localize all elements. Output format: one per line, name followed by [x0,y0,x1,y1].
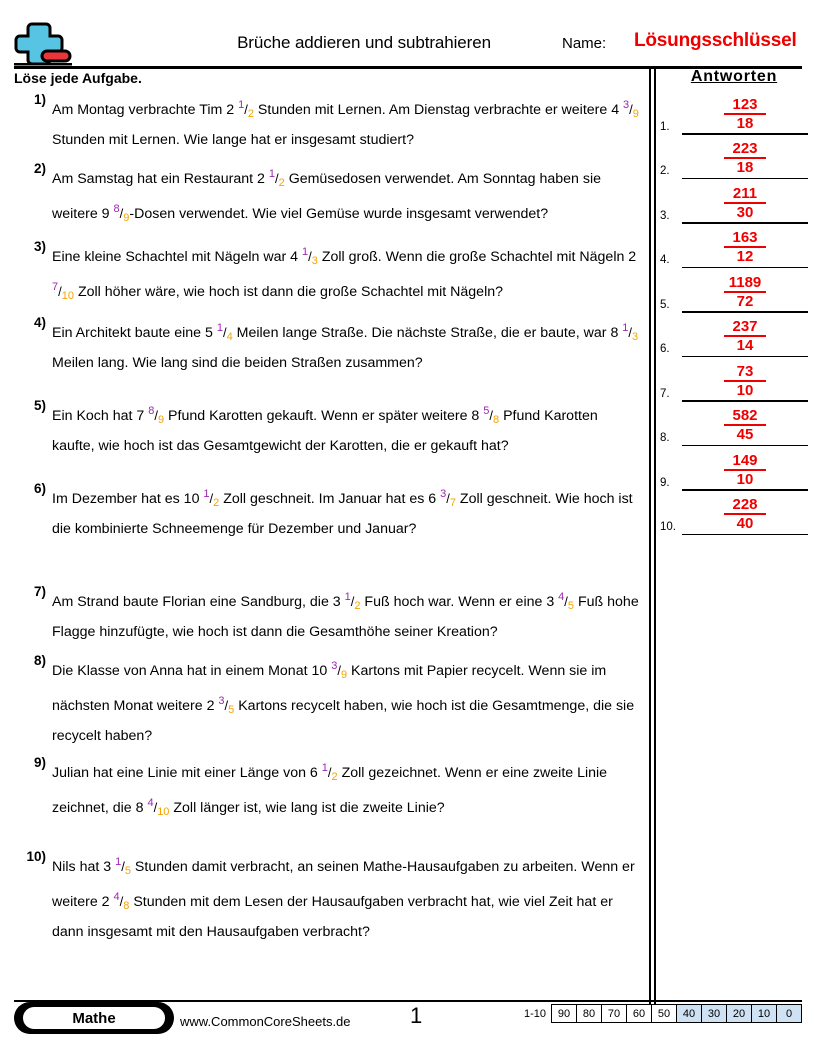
problem-number: 5) [33,398,46,413]
answer-index: 3. [660,209,670,222]
answer-value [682,229,808,265]
answer-index: 5. [660,298,670,311]
mixed-fraction [238,99,254,120]
fraction-denominator: 4 [226,331,233,343]
mixed-fraction [440,488,456,509]
fraction-denominator: 5 [228,704,235,716]
mixed-fraction [216,322,233,343]
fraction-slash: / [244,102,248,117]
fraction-slash: / [275,171,279,186]
problem-number: 1) [33,92,46,107]
answer-denominator: 10 [736,470,754,488]
problem-number: 10) [26,849,46,864]
answer-key-badge: Lösungsschlüssel [634,30,797,51]
answer-denominator: 72 [736,292,754,310]
answer-index: 10. [660,521,676,533]
mixed-fraction [148,405,165,426]
fraction-numerator: 1 [344,591,351,603]
problem-item [14,481,644,542]
mixed-fraction [147,797,170,818]
fraction-numerator: 4 [558,591,565,603]
scale-cell: 30 [702,1005,727,1022]
problem-number: 6) [33,481,46,496]
fraction-slash: / [224,698,229,713]
fraction-numerator: 1 [238,99,245,111]
plus-minus-icon [14,22,72,66]
problem-item [14,584,644,645]
fraction-denominator: 2 [213,497,220,509]
answer-row [660,268,808,313]
fraction-slash: / [121,859,125,874]
answer-numerator: 582 [724,407,766,426]
problem-text: Ein Architekt baute eine 5 $^1/_4$ Meilen lange Straße. Die nächste Straße, die er baute, war 8 $^1/_3$ Meilen lang. Wie lang sind die beiden Straßen zusammen? [52,322,639,371]
answer-denominator: 10 [736,381,754,399]
scale-cell: 20 [727,1005,752,1022]
fraction-slash: / [628,325,633,340]
problem-number: 4) [33,315,46,330]
subject-badge [14,1002,174,1034]
problem-text: Am Samstag hat ein Restaurant 2 $^1/_2$ Gemüsedosen verwendet. Am Sonntag haben sie weitere 9 $^8/_9$-Dosen verwendet. Wie viel Gemüse wurde insgesamt verwendet? [52,168,602,224]
answer-column [660,68,808,535]
problem-item [14,315,644,376]
answer-value [682,140,808,176]
fraction-slash: / [154,408,158,423]
fraction-numerator: 1 [302,246,309,258]
fraction-slash: / [222,325,227,340]
answer-row [660,224,808,269]
answer-index: 7. [660,387,670,400]
answer-value [682,274,808,310]
fraction-denominator: 9 [632,108,639,120]
fraction-slash: / [119,206,124,221]
instruction-text: Löse jede Aufgabe. [14,70,142,86]
problem-text: Die Klasse von Anna hat in einem Monat 10 $^3/_9$ Kartons mit Papier recycelt. Wenn sie im nächsten Monat weitere 2 $^3/_5$ Kartons recycelt haben, wie hoch ist die Gesamtmenge, die sie recycelt haben? [52,660,635,744]
problem-item [14,92,644,153]
answer-index: 1. [660,120,670,133]
problem-number: 7) [33,584,46,599]
answer-numerator: 228 [724,496,766,515]
problem-list [14,92,644,945]
answer-row [660,179,808,224]
answer-row [660,491,808,536]
answer-value [682,96,808,132]
mixed-fraction [558,591,575,612]
scale-range-label: 1-10 [523,1007,546,1020]
answer-denominator: 45 [736,426,754,443]
problem-item [14,161,644,231]
problem-item [14,653,644,749]
answer-row [660,446,808,491]
column-divider [649,66,656,1004]
fraction-denominator: 10 [61,290,74,302]
fraction-slash: / [209,491,214,506]
problem-number: 9) [33,755,46,770]
fraction-denominator: 5 [124,865,131,877]
answer-numerator: 149 [724,452,766,471]
problem-text: Eine kleine Schachtel mit Nägeln war 4 $^1/_3$ Zoll groß. Wenn die große Schachtel mit Nägeln 2 $^7/_{10}$ Zoll höher wäre, wie hoch ist dann die große Schachtel mit Nägeln? [52,246,637,302]
fraction-denominator: 9 [340,669,348,681]
fraction-numerator: 4 [113,891,120,903]
scale-cell: 80 [577,1005,602,1022]
problem-text: Am Strand baute Florian eine Sandburg, die 3 $^1/_2$ Fuß hoch war. Wenn er eine 3 $^4/_5$ Fuß hohe Flagge hinzufügte, wie hoch ist dann die Gesamthöhe seiner Kreation? [52,591,639,640]
mixed-fraction [113,891,130,912]
mixed-fraction [115,856,131,877]
fraction-denominator: 7 [449,497,456,509]
fraction-numerator: 7 [52,281,59,293]
answer-numerator: 73 [724,363,766,382]
mixed-fraction [302,246,318,267]
fraction-numerator: 1 [115,856,122,868]
fraction-slash: / [489,408,494,423]
answer-row [660,402,808,447]
subject-label: Mathe [23,1007,165,1029]
answer-index: 6. [660,343,670,355]
problem-item [14,398,644,459]
mixed-fraction [113,203,130,224]
fraction-numerator: 4 [147,797,154,809]
mixed-fraction [483,405,500,426]
fraction-slash: / [119,894,124,909]
fraction-numerator: 1 [622,322,629,334]
scale-cell: 10 [752,1005,777,1022]
fraction-denominator: 2 [354,600,361,612]
problem-number: 2) [33,161,46,176]
answer-denominator: 14 [736,337,754,354]
mixed-fraction [268,168,285,189]
fraction-numerator: 3 [623,99,630,111]
answer-index: 2. [660,165,670,177]
scale-cell-group [551,1004,802,1023]
answer-numerator: 163 [724,229,766,248]
answer-denominator: 18 [736,114,754,132]
fraction-slash: / [58,284,62,299]
page-title: Brüche addieren und subtrahieren [237,33,491,52]
fraction-denominator: 3 [632,331,639,343]
fraction-denominator: 9 [123,212,130,224]
answer-index: 9. [660,476,670,489]
fraction-slash: / [350,594,355,609]
answer-row [660,313,808,358]
fraction-numerator: 8 [113,203,120,215]
fraction-denominator: 2 [278,177,285,189]
problem-text: Nils hat 3 $^1/_5$ Stunden damit verbracht, an seinen Mathe-Hausaufgaben zu arbeiten. Wenn er weitere 2 $^4/_8$ Stunden mit dem Lesen der Hausaufgaben verbracht hat, wie viel Zeit hat er dann insgesamt mit den Hausaufgaben verbracht? [52,856,635,940]
fraction-slash: / [629,102,633,117]
answer-value [682,496,808,532]
name-label: Name: [562,35,607,52]
fraction-denominator: 9 [157,414,165,426]
answer-underline [682,534,808,536]
problem-item [14,239,644,309]
mixed-fraction [331,660,348,681]
fraction-denominator: 2 [331,771,338,783]
scale-cell: 90 [552,1005,577,1022]
fraction-denominator: 3 [311,255,318,267]
worksheet-header [14,22,802,66]
answer-value [682,407,808,443]
mixed-fraction [623,99,639,120]
answer-numerator: 1189 [724,274,766,293]
answer-row [660,90,808,135]
answers-heading: Antworten [690,68,778,85]
answer-numerator: 223 [724,140,766,159]
fraction-numerator: 1 [203,488,210,500]
fraction-numerator: 1 [321,762,328,774]
fraction-denominator: 10 [157,806,170,818]
fraction-slash: / [308,249,312,264]
problem-number: 3) [33,239,46,254]
scale-cell: 50 [652,1005,677,1022]
fraction-denominator: 5 [567,600,575,612]
fraction-numerator: 8 [148,405,155,417]
fraction-numerator: 3 [331,660,338,672]
page-number: 1 [410,1003,423,1028]
answer-numerator: 123 [724,96,766,115]
fraction-denominator: 8 [123,900,130,912]
fraction-numerator: 1 [216,322,223,334]
answer-numerator: 211 [724,185,766,204]
problem-text: Im Dezember hat es 10 $^1/_2$ Zoll geschneit. Im Januar hat es 6 $^3/_7$ Zoll geschneit. Wie hoch ist die kombinierte Schneemenge für Dezember und Januar? [52,488,633,537]
problem-text: Julian hat eine Linie mit einer Länge von 6 $^1/_2$ Zoll gezeichnet. Wenn er eine zweite Linie zeichnet, die 8 $^4/_{10}$ Zoll länger ist, wie lang ist die zweite Linie? [52,762,608,818]
fraction-numerator: 3 [218,695,225,707]
fraction-slash: / [327,765,332,780]
fraction-denominator: 8 [493,414,500,426]
mixed-fraction [218,695,235,716]
problem-text: Ein Koch hat 7 $^8/_9$ Pfund Karotten gekauft. Wenn er später weitere 8 $^5/_8$ Pfund Karotten kaufte, wie hoch ist das Gesamtgewicht der Karotten, die er gekauft hat? [52,405,598,454]
scale-cell: 0 [777,1005,801,1022]
answer-row [660,135,808,180]
fraction-slash: / [337,663,341,678]
fraction-slash: / [153,800,158,815]
problem-item [14,849,644,945]
mixed-fraction [203,488,220,509]
mixed-fraction [321,762,338,783]
answer-denominator: 40 [736,515,754,532]
mixed-fraction [622,322,639,343]
problem-item [14,755,644,825]
answer-value [682,452,808,488]
fraction-numerator: 1 [268,168,275,180]
answer-index: 8. [660,432,670,444]
answer-numerator: 237 [724,318,766,337]
mixed-fraction [344,591,361,612]
answer-denominator: 30 [736,203,754,221]
fraction-numerator: 3 [440,488,447,500]
problem-text: Am Montag verbrachte Tim 2 $^1/_2$ Stunden mit Lernen. Am Dienstag verbrachte er weitere 4 $^3/_9$ Stunden mit Lernen. Wie lange hat er insgesamt studiert? [52,99,639,148]
answer-index: 4. [660,254,670,266]
fraction-slash: / [446,491,450,506]
answer-value [682,318,808,354]
problem-number: 8) [33,653,46,668]
answer-value [682,363,808,399]
fraction-numerator: 5 [483,405,490,417]
answer-denominator: 12 [736,248,754,265]
scale-cell: 70 [602,1005,627,1022]
scale-cell: 40 [677,1005,702,1022]
mixed-fraction [52,281,74,302]
answer-denominator: 18 [736,159,754,176]
grading-scale [524,1004,802,1023]
answer-row [660,357,808,402]
fraction-denominator: 2 [247,108,254,120]
answer-value [682,185,808,221]
scale-cell: 60 [627,1005,652,1022]
fraction-slash: / [564,594,568,609]
site-url: www.CommonCoreSheets.de [180,1014,351,1029]
